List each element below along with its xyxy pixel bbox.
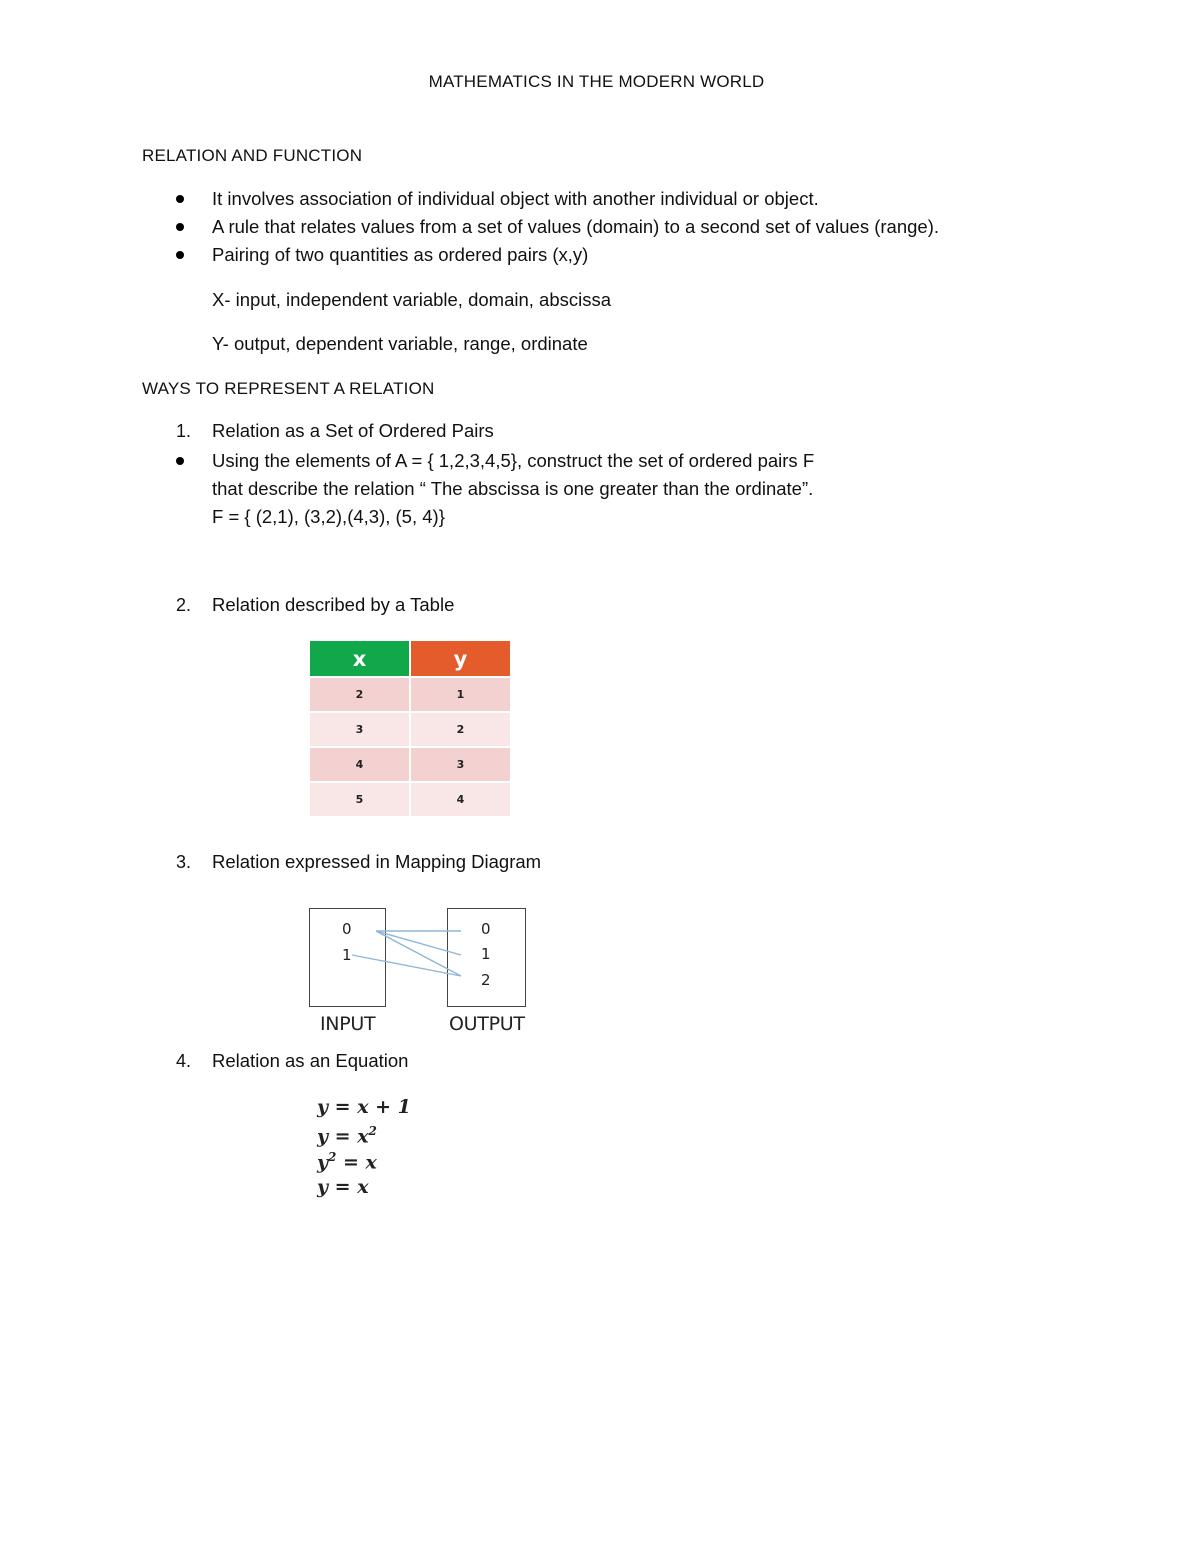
equation-2-exponent: 2 (368, 1124, 377, 1138)
mapping-output-value: 1 (481, 945, 491, 963)
mapping-input-value: 1 (342, 946, 352, 964)
table-row (310, 782, 510, 816)
bullet-text-2: A rule that relates values from a set of values (domain) to a second set of values (range). (212, 216, 940, 237)
table-row (310, 712, 510, 747)
item1-bullet-line-1: Using the elements of A = { 1,2,3,4,5}, construct the set of ordered pairs F (212, 450, 815, 471)
document-title: MATHEMATICS IN THE MODERN WORLD (428, 72, 765, 91)
relation-table (310, 641, 510, 816)
bullet-text-1: It involves association of individual object with another individual or object. (212, 188, 819, 209)
mapping-output-caption: OUTPUT (449, 1013, 525, 1035)
bullet-text-3: Pairing of two quantities as ordered pairs (x,y) (212, 244, 589, 265)
mapping-output-value: 2 (481, 971, 491, 989)
mapping-output-value: 0 (481, 920, 491, 938)
x-definition: X- input, independent variable, domain, abscissa (212, 289, 612, 310)
table-cell-x: 3 (310, 712, 410, 747)
item-number-1: 1. (176, 421, 192, 441)
equation-2 (317, 1124, 377, 1147)
table-cell-y: 3 (410, 747, 510, 782)
bullet-icon (176, 195, 184, 203)
table-cell-y: 4 (410, 782, 510, 816)
equation-1: y = x + 1 (317, 1096, 411, 1118)
item1-bullet-line-2: that describe the relation “ The abscissa is one greater than the ordinate”. (212, 478, 814, 499)
item-label-4: Relation as an Equation (212, 1050, 409, 1071)
equation-4: y = x (317, 1176, 369, 1198)
table-cell-x: 4 (310, 747, 410, 782)
item-number-4: 4. (176, 1051, 192, 1071)
section-heading-relation-function: RELATION AND FUNCTION (142, 146, 363, 165)
table-cell-y: 2 (410, 712, 510, 747)
table-cell-x: 2 (310, 677, 410, 712)
bullet-icon (176, 457, 184, 465)
item-number-2: 2. (176, 595, 192, 615)
mapping-input-value: 0 (342, 920, 352, 938)
table-cell-x: 5 (310, 782, 410, 816)
bullet-icon (176, 223, 184, 231)
equation-3-rhs: = x (336, 1151, 377, 1174)
table-header-y: y (410, 641, 510, 677)
section-heading-ways: WAYS TO REPRESENT A RELATION (142, 379, 435, 398)
table-row (310, 677, 510, 712)
bullet-icon (176, 251, 184, 259)
y-definition: Y- output, dependent variable, range, ordinate (212, 333, 588, 354)
equation-3-exponent: 2 (328, 1150, 337, 1164)
equation-2-base: y = x (317, 1125, 369, 1148)
table-row (310, 747, 510, 782)
equation-3 (317, 1150, 377, 1173)
table-cell-y: 1 (410, 677, 510, 712)
item-label-2: Relation described by a Table (212, 594, 455, 615)
item-label-1: Relation as a Set of Ordered Pairs (212, 420, 494, 441)
item-label-3: Relation expressed in Mapping Diagram (212, 851, 542, 872)
item-number-3: 3. (176, 852, 192, 872)
equation-3-base: y (317, 1151, 329, 1174)
table-header-x: x (310, 641, 410, 677)
mapping-input-caption: INPUT (320, 1013, 376, 1035)
item1-bullet-line-3: F = { (2,1), (3,2),(4,3), (5, 4)} (212, 506, 445, 527)
